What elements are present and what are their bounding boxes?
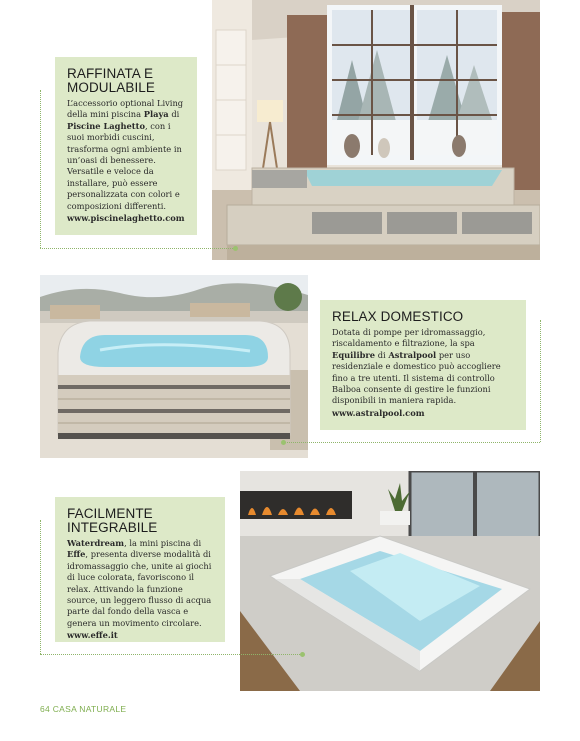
spa-illustration <box>40 275 308 458</box>
article-title: RELAX DOMESTICO <box>332 309 464 324</box>
page-number: 64 <box>40 704 51 714</box>
product-name: Equilibre <box>332 349 376 360</box>
article-url[interactable]: www.piscinelaghetto.com <box>67 213 185 224</box>
brand-name: Piscine Laghetto <box>67 120 145 131</box>
indoor-pool-illustration <box>240 471 540 691</box>
decor-dot <box>281 440 286 445</box>
magazine-name: CASA NATURALE <box>52 704 127 714</box>
decor-dotted-line <box>40 654 302 655</box>
article-url[interactable]: www.astralpool.com <box>332 407 425 418</box>
article-title: RAFFINATA E MODULABILE <box>67 66 156 95</box>
product-name: Waterdream <box>67 538 125 548</box>
article-box-relax <box>320 300 526 430</box>
decor-dotted-line <box>540 320 541 442</box>
decor-dotted-line <box>285 442 540 443</box>
decor-dotted-line <box>40 248 235 249</box>
decor-dot <box>300 652 305 657</box>
photo-indoor-mini-pool <box>240 471 540 691</box>
room-illustration <box>212 0 540 260</box>
brand-name: Effe <box>67 549 86 560</box>
product-name: Playa <box>143 109 169 120</box>
photo-spa-terrace <box>40 275 308 458</box>
decor-dot <box>233 246 238 251</box>
article-title: FACILMENTE INTEGRABILE <box>67 506 158 535</box>
article-body: Dotata di pompe per idromassaggio, riscaldamento e filtrazione, la spa Equilibre di Astralpool per uso residenziale e domestico può accogliere fino a tre utenti. Il sistema di controllo Balboa consente di gestire le funzioni disponibili in maniera rapida. www.astralpool.com <box>332 327 516 419</box>
article-box-integrabile <box>55 497 225 642</box>
decor-dotted-line <box>40 90 41 248</box>
article-body: Waterdream, la mini piscina di Effe, presenta diverse modalità di idromassaggio che, unite ai giochi di luce colorata, favoriscono il relax. Attivando la funzione source, un leggero flusso di acqua parte dal fondo della vasca e genera un movimento circolare. www.effe.it <box>67 538 215 642</box>
decor-dotted-line <box>40 520 41 654</box>
article-url[interactable]: www.effe.it <box>67 630 118 641</box>
article-box-raffinata <box>55 57 197 235</box>
photo-mini-pool-living-room <box>212 0 540 260</box>
page-footer <box>40 704 126 714</box>
article-body: L’accessorio optional Living della mini piscina Playa di Piscine Laghetto, con i suoi morbidi cuscini, trasforma ogni ambiente in un’oasi di benessere. Versatile e veloce da installare, può essere personalizzata con colori e composizioni differenti. www.piscinelaghetto.com <box>67 98 187 224</box>
brand-name: Astralpool <box>388 349 437 360</box>
